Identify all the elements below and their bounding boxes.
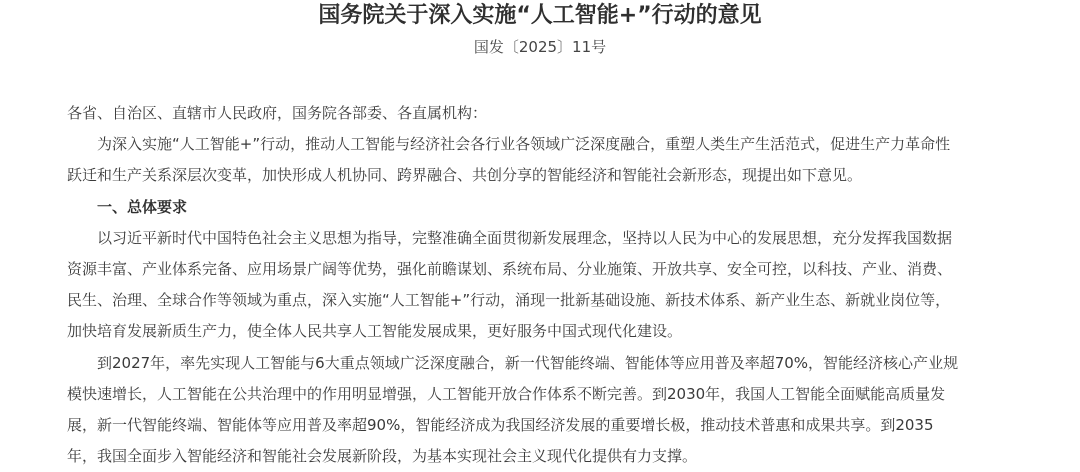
paragraph-line: 以习近平新时代中国特色社会主义思想为指导，完整准确全面贯彻新发展理念，坚持以人民为中心的发展思想，充分发挥我国数据: [97, 228, 953, 247]
paragraph-line: 模快速增长，人工智能在公共治理中的作用明显增强，人工智能开放合作体系不断完善。到2030年，我国人工智能全面赋能高质量发: [67, 384, 946, 403]
intro-line: 为深入实施“人工智能+”行动，推动人工智能与经济社会各行业各领域广泛深度融合，重塑人类生产生活范式，促进生产力革命性: [97, 135, 951, 154]
paragraph-line: 民生、治理、全球合作等领域为重点，深入实施“人工智能+”行动，涌现一批新基础设施、新技术体系、新产业生态、新就业岗位等，: [67, 291, 951, 310]
document-number: 国发〔2025〕11号: [473, 38, 607, 56]
paragraph-line: 展，新一代智能终端、智能体等应用普及率超90%，智能经济成为我国经济发展的重要增长极，推动技术普惠和成果共享。到2035: [67, 415, 934, 434]
paragraph-line: 年，我国全面步入智能经济和智能社会发展新阶段，为基本实现社会主义现代化提供有力支撑。: [67, 447, 698, 466]
paragraph-line: 加快培育发展新质生产力，使全体人民共享人工智能发展成果，更好服务中国式现代化建设。: [67, 322, 683, 341]
document-title: 国务院关于深入实施“人工智能+”行动的意见: [318, 3, 762, 28]
paragraph-line: 到2027年，率先实现人工智能与6大重点领域广泛深度融合，新一代智能终端、智能体等应用普及率超70%，智能经济核心产业规: [97, 353, 959, 372]
section-heading: 一、总体要求: [97, 197, 188, 216]
intro-line: 跃迁和生产关系深层次变革，加快形成人机协同、跨界融合、共创分享的智能经济和智能社会新形态，现提出如下意见。: [67, 166, 863, 185]
addressee-line: 各省、自治区、直辖市人民政府，国务院各部委、各直属机构：: [67, 104, 488, 122]
document-body: [67, 98, 1027, 472]
paragraph-line: 资源丰富、产业体系完备、应用场景广阔等优势，强化前瞻谋划、系统布局、分业施策、开放共享、安全可控，以科技、产业、消费、: [67, 259, 953, 278]
